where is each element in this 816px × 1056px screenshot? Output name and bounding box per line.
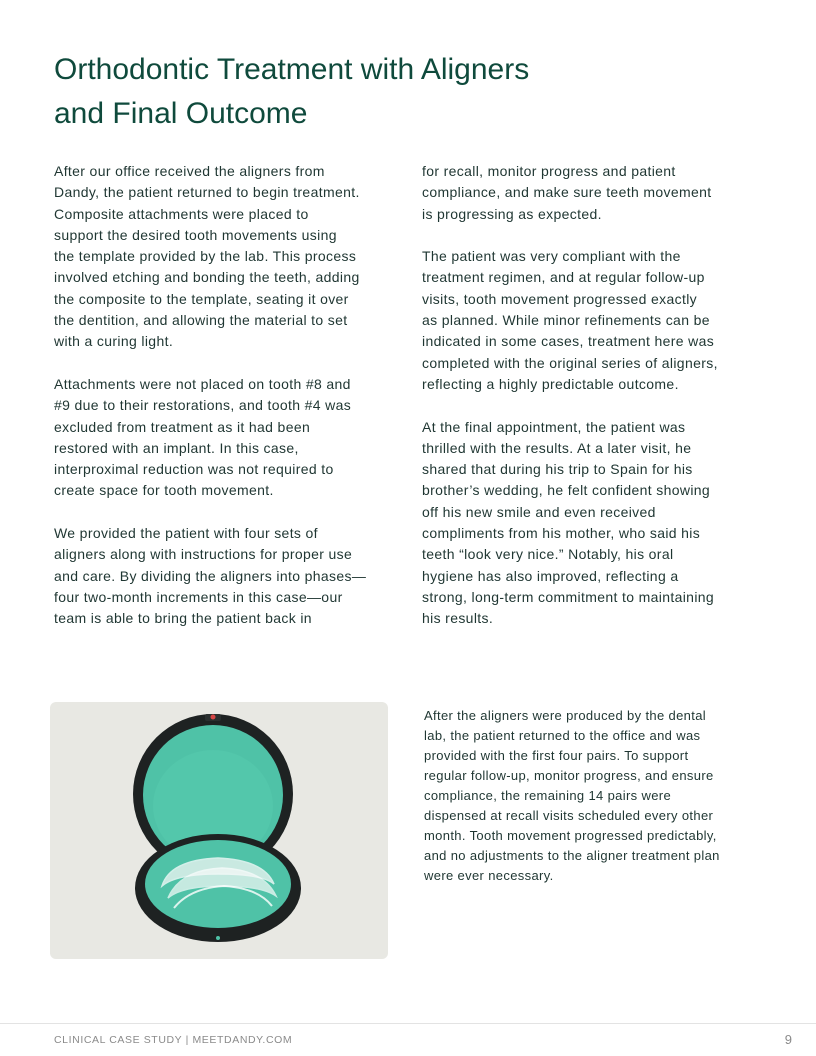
text-line: At the final appointment, the patient was [422,418,686,435]
page-title-line-1: Orthodontic Treatment with Aligners [54,53,530,86]
text-line: support the desired tooth movements using [54,226,337,243]
text-line: team is able to bring the patient back in [54,610,312,627]
text-line: After the aligners were produced by the dental [424,708,707,723]
text-line: strong, long-term commitment to maintaining [422,588,715,605]
paragraph [422,417,762,630]
text-line: restored with an implant. In this case, [54,439,299,456]
text-line: interproximal reduction was not required to [54,461,334,478]
aligner-case-illustration [50,702,388,959]
left-text-column [54,161,394,651]
text-line: After our office received the aligners from [54,163,325,179]
text-line: shared that during his trip to Spain for his [422,461,693,478]
text-line: treatment regimen, and at regular follow-up [422,269,705,286]
text-line: teeth “look very nice.” Notably, his oral [422,546,674,563]
text-line: compliance, the remaining 14 pairs were [424,788,672,803]
text-line: involved etching and bonding the teeth, adding [54,269,360,286]
text-line: Composite attachments were placed to [54,205,309,222]
paragraph [422,246,762,395]
text-line: aligners along with instructions for proper use [54,546,353,563]
footer-divider [0,1023,816,1024]
text-line: the template provided by the lab. This process [54,248,357,265]
text-line: the composite to the template, seating it over [54,290,349,307]
paragraph [422,161,762,225]
text-line: were ever necessary. [424,868,554,883]
text-line: regular follow-up, monitor progress, and ensure [424,768,714,783]
paragraph [54,374,394,502]
text-line: provided with the first four pairs. To support [424,748,689,763]
text-line: off his new smile and even received [422,503,656,520]
text-line: for recall, monitor progress and patient [422,163,676,179]
text-line: create space for tooth movement. [54,482,274,499]
page-title [54,48,654,136]
text-line: compliance, and make sure teeth movement [422,184,712,201]
text-line: his results. [422,610,494,627]
text-line: four two-month increments in this case—our [54,588,343,605]
text-line: compliments from his mother, who said his [422,525,701,542]
text-line: with a curing light. [54,333,174,350]
text-line: Dandy, the patient returned to begin treatment. [54,184,360,201]
text-line: brother’s wedding, he felt confident showing [422,482,711,499]
aligner-case-photo [50,702,388,959]
text-line: reflecting a highly predictable outcome. [422,375,679,392]
text-line: month. Tooth movement progressed predictably, [424,828,717,843]
text-line: is progressing as expected. [422,205,602,222]
text-line: completed with the original series of aligners, [422,354,718,371]
text-line: dispensed at recall visits scheduled every other [424,808,714,823]
page-number: 9 [784,1032,792,1047]
text-line: visits, tooth movement progressed exactly [422,290,698,307]
text-line: indicated in some cases, treatment here was [422,333,715,350]
text-line: The patient was very compliant with the [422,248,681,265]
text-line: as planned. While minor refinements can be [422,312,710,329]
footer-label: CLINICAL CASE STUDY | MEETDANDY.COM [54,1034,293,1046]
text-line: thrilled with the results. At a later visit, he [422,439,692,456]
text-line: excluded from treatment as it had been [54,418,311,435]
page-title-line-2: and Final Outcome [54,97,308,130]
paragraph [54,161,394,353]
photo-caption [424,706,764,886]
text-line: Attachments were not placed on tooth #8 and [54,375,351,392]
paragraph [54,523,394,629]
text-line: #9 due to their restorations, and tooth #4 was [54,397,352,414]
text-line: We provided the patient with four sets of [54,525,318,542]
text-line: and care. By dividing the aligners into phases— [54,567,367,584]
text-line: and no adjustments to the aligner treatment plan [424,848,720,863]
text-line: hygiene has also improved, reflecting a [422,567,679,584]
text-line: the dentition, and allowing the material to set [54,312,348,329]
text-line: lab, the patient returned to the office and was [424,728,701,743]
right-text-column [422,161,762,651]
